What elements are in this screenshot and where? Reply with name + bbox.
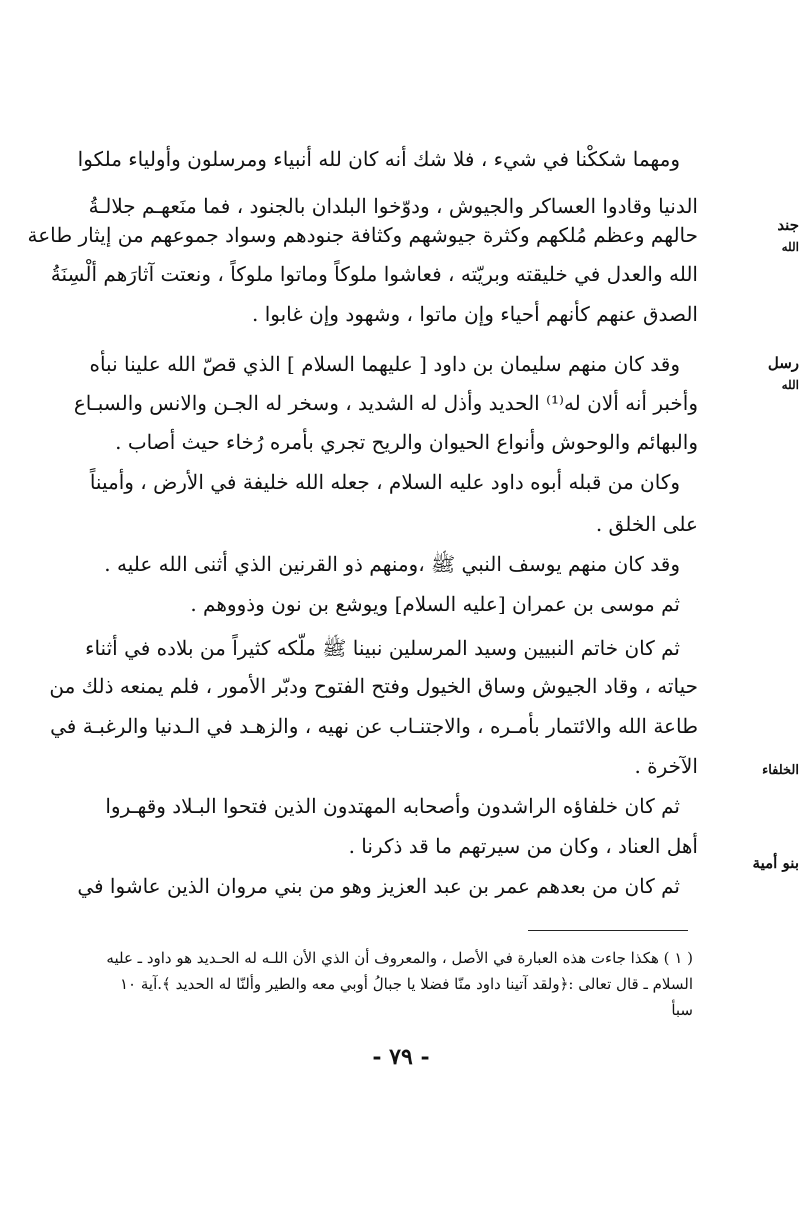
margin-note [711, 852, 799, 874]
text-line: ثم كان خلفاؤه الراشدون وأصحابه المهتدون الذين فتحوا البـلاد وقهـروا [105, 794, 680, 818]
text-line: طاعة الله والائتمار بأمـره ، والاجتنـاب عن نهيه ، والزهـد في الـدنيا والرغبـة في [50, 714, 698, 738]
margin-note-line: جند [777, 216, 799, 234]
footnote-line: سبأ [671, 1001, 693, 1019]
page-number: - ٧٩ - [372, 1044, 430, 1070]
text-line: حياته ، وقاد الجيوش وساق الخيول وفتح الفتوح ودبّر الأمور ، فلم يمنعه ذلك من [49, 674, 698, 698]
text-line: وقد كان منهم سليمان بن داود [ عليهما السلام ] الذي قصّ الله علينا نبأه [89, 352, 680, 376]
text-line: الله والعدل في خليقته وبريّته ، فعاشوا ملوكاً وماتوا ملوكاً ، ونعتت آثارَهم ألْسِنَةُ [50, 262, 698, 286]
text-line: الصدق عنهم كأنهم أحياء وإن ماتوا ، وشهود وإن غابوا . [251, 302, 698, 326]
text-line: وكان من قبله أبوه داود عليه السلام ، جعله الله خليفة في الأرض ، وأميناً [89, 470, 680, 494]
margin-note-line: الخلفاء [762, 763, 799, 778]
text-line: وقد كان منهم يوسف النبي ﷺ ،ومنهم ذو القرنين الذي أثنى الله عليه . [104, 552, 680, 576]
margin-note-line: الله [781, 378, 799, 392]
text-line: ثم كان خاتم النبيين وسيد المرسلين نبينا ﷺ ملّكه كثيراً من بلاده في أثناء [85, 636, 680, 660]
text-line: الآخرة . [634, 754, 698, 778]
margin-note-line: بنو أمية [752, 854, 799, 872]
text-line: أهل العناد ، وكان من سيرتهم ما قد ذكرنا . [348, 834, 698, 858]
text-line: ثم كان من بعدهم عمر بن عبد العزيز وهو من بني مروان الذين عاشوا في [77, 874, 680, 898]
margin-note [711, 760, 799, 782]
margin-note-line: الله [781, 240, 799, 254]
text-line: ومهما شككْنا في شيء ، فلا شك أنه كان لله أنبياء ومرسلون وأولياء ملكوا [77, 147, 680, 171]
text-line: الدنيا وقادوا العساكر والجيوش ، ودوّخوا البلدان بالجنود ، فما منَعهـم جلالـةُ [88, 194, 698, 218]
margin-note [711, 352, 799, 396]
text-line: وأخبر أنه ألان له⁽¹⁾ الحديد وأذل له الشديد ، وسخر له الجـن والانس والسبـاع [73, 391, 698, 415]
footnote-line: السلام ـ قال تعالى :﴿ولقد آتينا داود منّا فضلا يا جبالُ أوبي معه والطير وألنّا له الحديد ﴾.آية ١٠ [120, 975, 693, 993]
text-line: على الخلق . [595, 512, 698, 536]
footnote-separator [528, 930, 688, 931]
footnote-line: ( ١ ) هكذا جاءت هذه العبارة في الأصل ، والمعروف أن الذي الأن اللـه له الحـديد هو داود ـ عليه [106, 949, 693, 967]
text-line: والبهائم والوحوش وأنواع الحيوان والريح تجري بأمره رُخاء حيث أصاب . [115, 430, 698, 454]
text-line: حالهم وعظم مُلكهم وكثرة جيوشهم وكثافة جنودهم وسواد جموعهم من إيثار طاعة [27, 223, 698, 247]
margin-note-line: رسل [767, 354, 799, 372]
text-line: ثم موسى بن عمران [عليه السلام] ويوشع بن نون وذووهم . [190, 592, 680, 616]
margin-note [711, 214, 799, 258]
